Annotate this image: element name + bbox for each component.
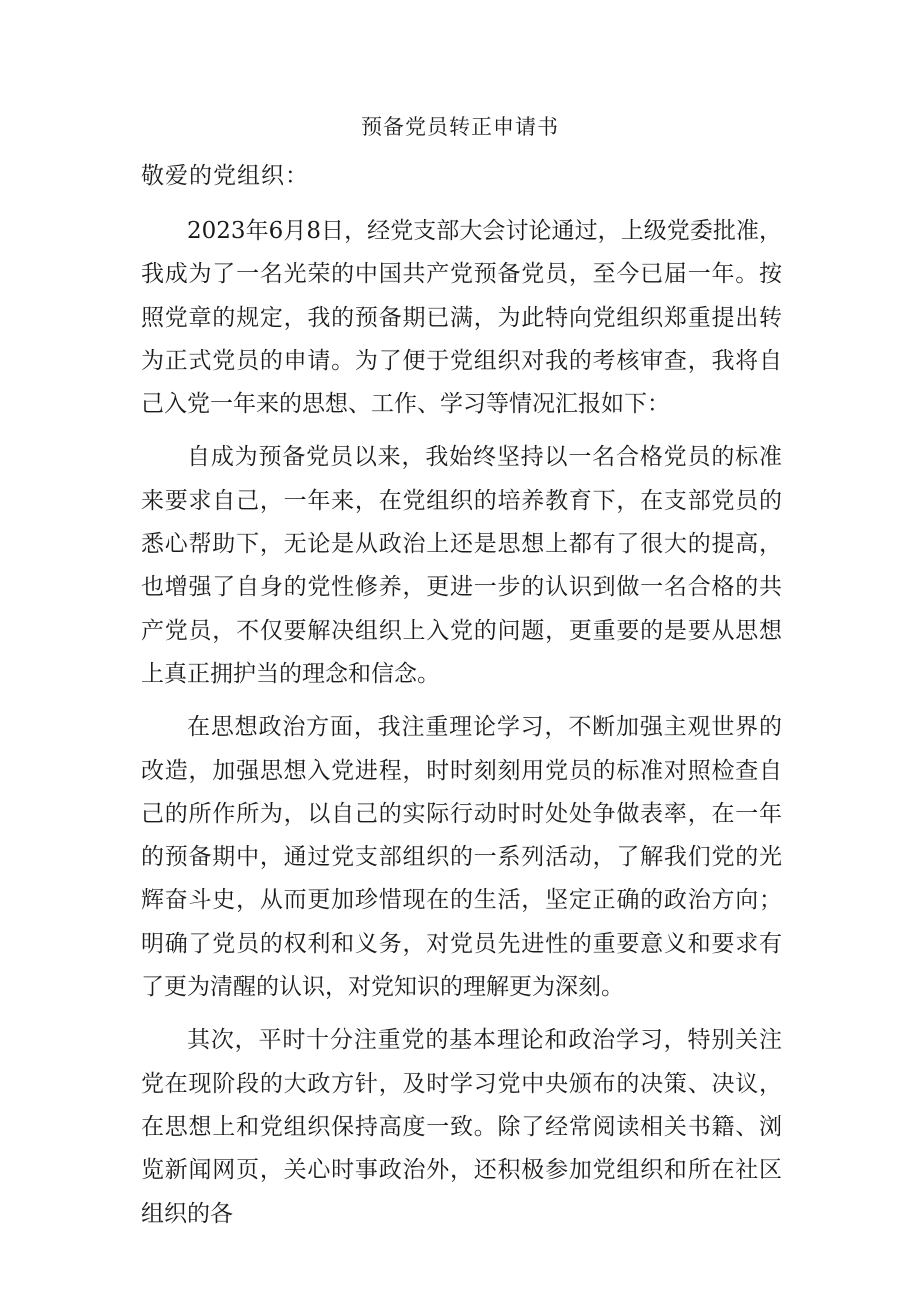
paragraph-2: 自成为预备党员以来，我始终坚持以一名合格党员的标准来要求自己，一年来，在党组织的培养教育下，在支部党员的悉心帮助下，无论是从政治上还是思想上都有了很大的提高，也增强了自身的党性修养，更进一步的认识到做一名合格的共产党员，不仅要解决组织上入党的问题，更重要的是要从思想上真正拥护当的理念和信念。: [141, 444, 782, 687]
document-body: [141, 168, 782, 1236]
paragraph-1: 2023年6月8日，经党支部大会讨论通过，上级党委批准，我成为了一名光荣的中国共产党预备党员，至今已届一年。按照党章的规定，我的预备期已满，为此特向党组织郑重提出转为正式党员的申请。为了便于党组织对我的考核审查，我将自己入党一年来的思想、工作、学习等情况汇报如下：: [141, 218, 782, 418]
paragraph-4: 其次，平时十分注重党的基本理论和政治学习，特别关注党在现阶段的大政方针，及时学习党中央颁布的决策、决议，在思想上和党组织保持高度一致。除了经常阅读相关书籍、浏览新闻网页，关心时事政治外，还积极参加党组织和所在社区组织的各: [141, 1027, 782, 1227]
salutation: 敬爱的党组织：: [141, 163, 309, 189]
document-title: 预备党员转正申请书: [361, 115, 559, 139]
paragraph-3: 在思想政治方面，我注重理论学习，不断加强主观世界的改造，加强思想入党进程，时时刻刻用党员的标准对照检查自己的所作所为，以自己的实际行动时时处处争做表率，在一年的预备期中，通过党支部组织的一系列活动，了解我们党的光辉奋斗史，从而更加珍惜现在的生活，坚定正确的政治方向；明确了党员的权利和义务，对党员先进性的重要意义和要求有了更为清醒的认识，对党知识的理解更为深刻。: [141, 714, 782, 1001]
